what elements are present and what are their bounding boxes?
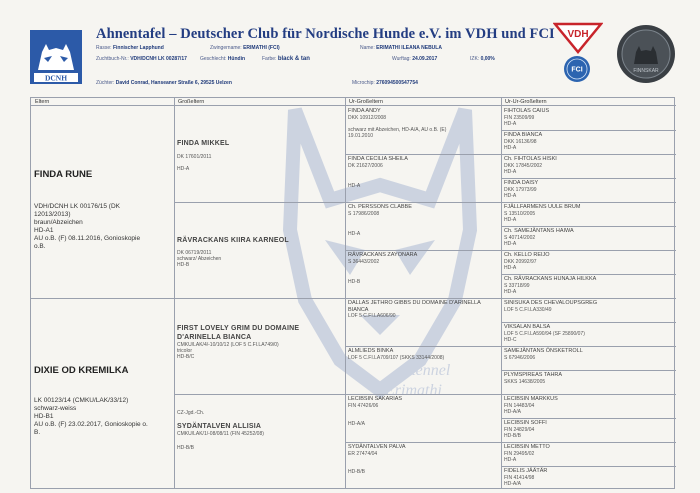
ggg-10: VIKSALAN BALSA LOF 5 C.FI.LA590/94 (SF 25890/07) HD-C: [504, 324, 585, 343]
pedigree-header: DCNH Ahnentafel – Deutscher Club für Nordische Hunde e.V. im VDH und FCI Rasse: Finnischer Lapphund Zwingername: ERIMATHI (FCI) Name: ERIMATHI ILEANA NEBULA Zuchtbuch-Nr.: VDH/DCNH LK 00287/17 Geschlecht: Hündin Farbe: black & tan Wurftag: 24.09.2017 IZK: 0,00% Züchter: David Conrad, Hanseaner Straße 6, 29525 Uelzen Microchip: 276094500547754 VDH FCI FINNSKAR: [0, 0, 700, 95]
ggg-5: FJÄLLFARMENS UULE BRUM S 13510/2005 HD-A: [504, 204, 581, 223]
meta-row-1: Rasse: Finnischer Lapphund: [96, 45, 164, 51]
great-grandparent-8: SYDÄNTALVEN PALVA ER 27474/04 HD-B/B: [348, 444, 406, 475]
ggg-11: SAMEJÄNTANS ÖNSKETROLL S 67946/2006: [504, 348, 583, 361]
dcnh-logo-icon: [30, 30, 82, 84]
grandparent-1: FINDA MIKKEL DK 17601/2011 HD-A: [177, 140, 230, 172]
ggg-15: LECIBSIN METTO FIN 29495/02 HD-A: [504, 444, 550, 463]
great-grandparent-4: RÄVRACKANS ZAYONARA S 36443/2002 HD-B: [348, 252, 418, 285]
grandparent-3: FIRST LOVELY GRIM DU DOMAINE D'ARINELLA BIANCA CMKU/LAK/4/-10/10/12 (LOF 5 C.FI.LA749/0) tricolor HD-B/C: [177, 325, 300, 360]
pedigree-table: [30, 97, 675, 489]
ggg-3: Ch. FIHTOLAS HISKI DKK 17845/2002 HD-A: [504, 156, 557, 175]
vdh-logo-icon: [553, 22, 603, 54]
ggg-4: FINDA DAISY DKK 17973/99 HD-A: [504, 180, 539, 199]
svg-text:Kennel: Kennel: [405, 362, 451, 379]
ggg-16: FIDELIS JÄÄTÄR FIN 41414/98 HD-A/A: [504, 468, 548, 487]
dam: DIXIE OD KREMILKA LK 00123/14 (CMKU/LAK/33/12) schwarz-weiss HD-B1 AU o.B. (F) 23.02.2017, Gonioskopie o. B.: [31, 364, 174, 488]
sire: FINDA RUNE VDH/DCNH LK 00176/15 (DK 12013/2013) braun/Abzeichen HD-A1 AU o.B. (F) 08.11.2016, Gonioskopie o.B.: [31, 168, 174, 296]
col-header-grosseltern: Großeltern: [174, 98, 345, 106]
ggg-1: FIHTOLAS CAIUS FIN 23509/99 HD-A: [504, 108, 550, 127]
pedigree-title: Ahnentafel – Deutscher Club für Nordische Hunde e.V. im VDH und FCI: [96, 26, 555, 42]
great-grandparent-1: FINDA ANDY DKK 10912/2008 schwarz mit Abzeichen, HD-A/A, AU o.B. (E) 19.01.2010: [348, 108, 447, 139]
ggg-12: PLYMSPIREAS TAHRA SKKS 14638/2005: [504, 372, 563, 385]
great-grandparent-3: Ch. PERSSONS CLABBE S 17986/2008 HD-A: [348, 204, 412, 237]
great-grandparent-5: DALLAS JETHRO GIBBS DU DOMAINE D'ARINELLA BIANCA LOF 5 C.FI.LA606/90: [348, 300, 481, 319]
grandparent-2: RÄVRACKANS KIIRA KARNEOL DK 06719/2011 schwarz/ Abzeichen HD-B: [177, 237, 289, 268]
ggg-9: SINISUKA DES CHEVALOUPSGREG LOF 5 C.FI.LA330/49: [504, 300, 598, 313]
svg-text:FCI: FCI: [571, 66, 583, 74]
ggg-13: LECIBSIN MARKKUS FIN 14483/04 HD-A/A: [504, 396, 558, 415]
meta-row-2: Zuchtbuch-Nr.: VDH/DCNH LK 00287/17: [96, 56, 187, 62]
great-grandparent-7: LECIBSIN SAKARIAS FIN 47426/06 HD-A/A: [348, 396, 403, 427]
svg-text:Erimathi: Erimathi: [385, 382, 442, 399]
great-grandparent-2: FINDA CECILIA SHEILA DK 21627/2006 HD-A: [348, 156, 408, 189]
fci-logo-icon: [563, 55, 591, 83]
dcnh-logo-text: DCNH: [44, 73, 68, 83]
ggg-8: Ch. RÄVRACKANS HUNAJA HILKKA S 33718/99 HD-A: [504, 276, 597, 295]
col-header-eltern: Eltern: [31, 98, 174, 106]
sire-name: FINDA RUNE: [34, 169, 93, 180]
ggg-6: Ch. SAMEJÄNTANS HAIWA S 40714/2002 HD-A: [504, 228, 574, 247]
club-seal-icon: [616, 24, 676, 84]
svg-text:VDH: VDH: [567, 29, 589, 40]
dam-name: DIXIE OD KREMILKA: [34, 365, 129, 376]
ggg-2: FINDA BIANCA DKK 16136/98 HD-A: [504, 132, 543, 151]
great-grandparent-6: ALMLIEDS BINKA LOF 5 C.FI.LA709/107 (SKKS 33144/2008): [348, 348, 445, 361]
meta-row-3: Züchter: David Conrad, Hanseaner Straße 6, 29525 Uelzen: [96, 80, 232, 86]
col-header-ur-grosseltern: Ur-Großeltern: [345, 98, 501, 106]
ggg-7: Ch. KELLO REIJO DKK 20992/97 HD-A: [504, 252, 550, 271]
svg-text:FINNSKAR: FINNSKAR: [633, 68, 659, 74]
grandparent-4: CZ-Jgd.-Ch. SYDÄNTALVEN ALLISIA CMKU/LAK/1/-08/08/11 (FIN 45252/08) HD-B/B: [177, 410, 264, 451]
ggg-14: LECIBSIN SOFFI FIN 24829/04 HD-B/B: [504, 420, 547, 439]
dog-name: ERIMATHI ILEANA NEBULA: [376, 45, 442, 51]
col-header-ur-ur-grosseltern: Ur-Ur-Großeltern: [501, 98, 676, 106]
